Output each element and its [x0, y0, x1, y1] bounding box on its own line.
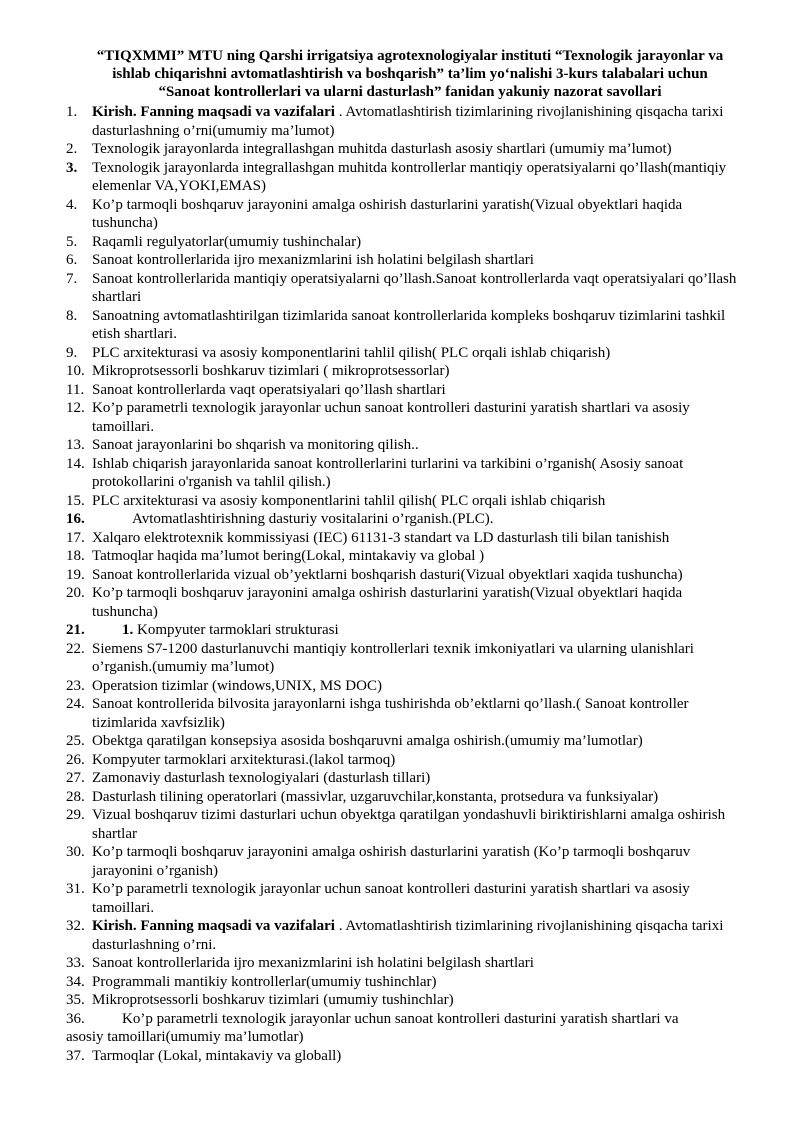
question-text: Dasturlash tilining operatorlari (massivlar, uzgaruvchilar,konstanta, protsedura va funksiyalar) — [92, 788, 659, 805]
list-item — [66, 584, 746, 621]
question-number: 17. — [66, 529, 85, 546]
list-item — [66, 233, 746, 252]
question-number: 29. — [66, 807, 85, 823]
list-item — [66, 566, 746, 585]
question-number: 26. — [66, 751, 85, 768]
question-text: Ko’p parametrli texnologik jarayonlar uchun sanoat kontrolleri dasturini yaratish shartlari va asosiy tamoillari. — [92, 881, 690, 916]
question-bold-text: Kirish. Fanning maqsadi va vazifalari — [92, 104, 335, 120]
question-number: 15. — [66, 492, 85, 509]
question-number: 22. — [66, 640, 85, 657]
question-number: 3. — [66, 159, 78, 176]
title-line-2: ishlab chiqarishni avtomatlashtirish va boshqarish” ta’lim yo‘nalishi 3-kurs talabalari uchun — [112, 66, 708, 82]
list-item — [66, 547, 746, 566]
question-number: 33. — [66, 955, 85, 971]
question-text: Ko’p parametrli texnologik jarayonlar uchun sanoat kontrolleri dasturini yaratish shartlari va asosiy tamoillari. — [92, 400, 690, 435]
question-number: 1. — [66, 104, 78, 120]
question-number: 5. — [66, 233, 78, 250]
question-number: 14. — [66, 455, 85, 472]
question-text: Ko’p parametrli texnologik jarayonlar uchun sanoat kontrolleri dasturini yaratish shartlari va asosiy tamoillari(umumiy ma’lumotlar) — [66, 1010, 679, 1045]
question-text: Siemens S7-1200 dasturlanuvchi mantiqiy kontrollerlari texnik imkoniyatlari va ularning ulanishlari o’rganish.(umumiy ma’lumot) — [92, 640, 694, 675]
list-item — [66, 751, 746, 770]
question-text: Texnologik jarayonlarda integrallashgan muhitda kontrollerlar mantiqiy operatsiyalarni qo’llash(mantiqiy elemenlar VA,YOKI,EMAS) — [92, 159, 727, 194]
question-number: 2. — [66, 141, 78, 157]
question-number: 24. — [66, 696, 85, 712]
question-number: 7. — [66, 270, 78, 287]
question-number: 27. — [66, 770, 85, 786]
list-item — [66, 843, 746, 880]
list-item — [66, 103, 746, 140]
question-number: 28. — [66, 788, 85, 805]
question-number: 23. — [66, 677, 85, 694]
list-item — [66, 880, 746, 917]
question-text: Obektga qaratilgan konsepsiya asosida boshqaruvni amalga oshirish.(umumiy ma’lumotlar) — [92, 733, 643, 749]
question-text: Tarmoqlar (Lokal, mintakaviy va globall) — [92, 1047, 342, 1064]
question-number: 9. — [66, 344, 78, 361]
list-item — [66, 806, 746, 843]
list-item — [66, 307, 746, 344]
title-line-1: “TIQXMMI” MTU ning Qarshi irrigatsiya agrotexnologiyalar instituti “Texnologik jarayonlar va — [96, 48, 724, 64]
question-number: 12. — [66, 400, 85, 416]
list-item — [66, 362, 746, 381]
question-number: 32. — [66, 918, 85, 934]
question-text: Sanoat kontrollerlarida vizual ob’yektlarni boshqarish dasturi(Vizual obyektlari xaqida tushuncha) — [92, 566, 683, 583]
question-text: Ko’p tarmoqli boshqaruv jarayonini amalga oshirish dasturlarini yaratish(Vizual obyektlari haqida tushuncha) — [92, 585, 683, 620]
question-text: Sanoat kontrollerlarda vaqt operatsiyalari qo’llash shartlari — [92, 381, 446, 398]
document-title — [60, 47, 760, 101]
question-text: Raqamli regulyatorlar(umumiy tushinchalar) — [92, 233, 362, 250]
question-text: Operatsion tizimlar (windows,UNIX, MS DOC) — [92, 677, 382, 694]
title-line-3: “Sanoat kontrollerlari va ularni dasturlash” fanidan yakuniy nazorat savollari — [158, 84, 662, 100]
list-item — [66, 788, 746, 807]
question-text: Mikroprotsessorli boshkaruv tizimlari (umumiy tushinchlar) — [92, 992, 454, 1008]
list-item — [66, 159, 746, 196]
question-number: 18. — [66, 548, 85, 564]
question-text: Xalqaro elektrotexnik kommissiyasi (IEC) 61131-3 standart va LD dasturlash tili bilan tanishish — [92, 529, 670, 546]
list-item — [66, 140, 746, 159]
question-text: Ishlab chiqarish jarayonlarida sanoat kontrollerlarini turlarini va tarkibini o’rganish( Asosiy sanoat protokollarini o'rganish va tahlil qilish.) — [92, 455, 684, 490]
list-item — [66, 196, 746, 233]
question-number: 30. — [66, 844, 85, 860]
list-item — [66, 529, 746, 548]
list-item — [66, 270, 746, 307]
question-text: PLC arxitekturasi va asosiy komponentlarini tahlil qilish( PLC orqali ishlab chiqarish) — [92, 344, 611, 361]
list-item — [66, 344, 746, 363]
list-item — [66, 954, 746, 973]
question-number: 21. — [66, 622, 85, 638]
list-item — [66, 677, 746, 696]
question-number: 13. — [66, 437, 85, 453]
question-number: 31. — [66, 881, 85, 897]
question-number: 25. — [66, 733, 85, 749]
question-number: 19. — [66, 566, 85, 583]
question-text: Texnologik jarayonlarda integrallashgan muhitda dasturlash asosiy shartlari (umumiy ma’lumot) — [92, 141, 672, 157]
question-number: 11. — [66, 381, 85, 398]
list-item — [66, 973, 746, 992]
list-item — [66, 399, 746, 436]
question-text: Vizual boshqaruv tizimi dasturlari uchun obyektga qaratilgan yondashuvli biriktirishlarni amalga oshirish shartlar — [92, 807, 726, 842]
question-text: Sanoat kontrollerlarida ijro mexanizmlarini ish holatini belgilash shartlari — [92, 252, 534, 268]
question-text: Ko’p tarmoqli boshqaruv jarayonini amalga oshirish dasturlarini yaratish (Ko’p tarmoqli boshqaruv jarayonini o’rganish) — [92, 844, 691, 879]
question-number: 35. — [66, 992, 85, 1008]
question-bold-text: 1. — [122, 622, 134, 638]
list-item — [66, 492, 746, 511]
question-number: 10. — [66, 363, 85, 379]
question-text: Avtomatlashtirishning dasturiy vositalarini o’rganish.(PLC). — [132, 511, 494, 527]
list-item — [66, 1047, 746, 1066]
question-number: 8. — [66, 307, 78, 324]
question-text: Sanoat kontrollerlarida mantiqiy operatsiyalarni qo’llash.Sanoat kontrollerlarda vaqt operatsiyalari qo’llash shartlari — [92, 270, 737, 305]
question-text: Programmali mantikiy kontrollerlar(umumiy tushinchlar) — [92, 973, 437, 990]
question-text: Sanoat kontrollerida bilvosita jarayonlarni ishga tushirishda ob’ektlarni qo’llash.( Sanoat kontroller tizimlarida xavfsizlik) — [92, 696, 689, 731]
question-number: 36. — [66, 1010, 85, 1027]
list-item — [66, 1010, 746, 1047]
list-item — [66, 769, 746, 788]
list-item — [66, 455, 746, 492]
question-number: 34. — [66, 973, 85, 990]
list-item — [66, 917, 746, 954]
list-item — [66, 621, 746, 640]
question-text: 1. Kompyuter tarmoklari strukturasi — [122, 622, 339, 638]
list-item — [66, 695, 746, 732]
question-bold-text: Kirish. Fanning maqsadi va vazifalari — [92, 918, 335, 934]
question-number: 16. — [66, 511, 85, 527]
question-number: 6. — [66, 252, 78, 268]
question-number: 20. — [66, 585, 85, 601]
question-number: 4. — [66, 196, 78, 213]
question-number: 37. — [66, 1047, 85, 1064]
list-item — [66, 436, 746, 455]
question-text: Tatmoqlar haqida ma’lumot bering(Lokal, mintakaviy va global ) — [92, 548, 485, 564]
question-text: PLC arxitekturasi va asosiy komponentlarini tahlil qilish( PLC orqali ishlab chiqarish — [92, 492, 606, 509]
question-text: Kirish. Fanning maqsadi va vazifalari . Avtomatlashtirish tizimlarining rivojlanishining qisqacha tarixi dasturlashning o’rni. — [92, 918, 724, 953]
question-text: Kirish. Fanning maqsadi va vazifalari . Avtomatlashtirish tizimlarining rivojlanishining qisqacha tarixi dasturlashning o’rni(umumiy ma’lumot) — [92, 104, 724, 139]
list-item — [66, 251, 746, 270]
question-text: Kompyuter tarmoklari arxitekturasi.(lakol tarmoq) — [92, 751, 396, 768]
list-item — [66, 381, 746, 400]
question-text: Sanoatning avtomatlashtirilgan tizimlarida sanoat kontrollerlarida kompleks boshqaruv tizimlarini tashkil etish shartlari. — [92, 307, 726, 342]
question-text: Sanoat kontrollerlarida ijro mexanizmlarini ish holatini belgilash shartlari — [92, 955, 534, 971]
questions-list — [66, 103, 746, 1065]
question-text: Sanoat jarayonlarini bo shqarish va monitoring qilish.. — [92, 437, 419, 453]
question-text: Mikroprotsessorli boshkaruv tizimlari ( mikroprotsessorlar) — [92, 363, 450, 379]
list-item — [66, 640, 746, 677]
list-item — [66, 732, 746, 751]
question-text: Zamonaviy dasturlash texnologiyalari (dasturlash tillari) — [92, 770, 431, 786]
list-item — [66, 510, 746, 529]
question-text: Ko’p tarmoqli boshqaruv jarayonini amalga oshirish dasturlarini yaratish(Vizual obyektlari haqida tushuncha) — [92, 196, 683, 231]
list-item — [66, 991, 746, 1010]
